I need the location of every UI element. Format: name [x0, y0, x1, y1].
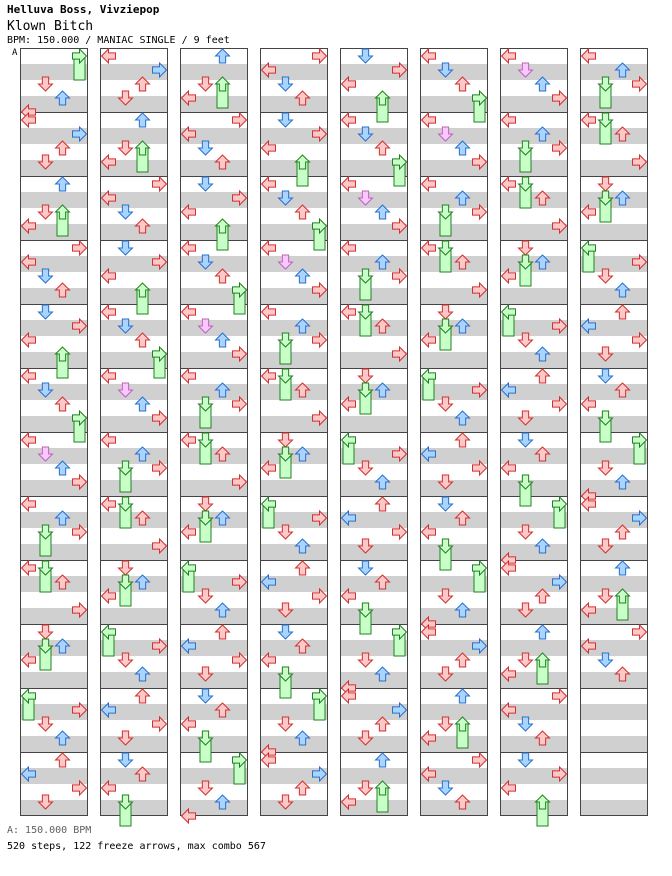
song-title: Klown Bitch: [7, 19, 94, 34]
freeze-arrow: [136, 141, 150, 172]
freeze-arrow: [56, 347, 70, 378]
freeze-arrow: [233, 753, 247, 784]
freeze-arrow: [296, 155, 310, 186]
freeze-arrow: [536, 795, 550, 826]
chart-column: [180, 48, 248, 816]
freeze-arrow: [22, 689, 36, 720]
song-artist: Helluva Boss, Vivziepop: [7, 3, 160, 16]
freeze-arrow: [73, 411, 87, 442]
freeze-arrow: [393, 625, 407, 656]
freeze-arrow: [376, 781, 390, 812]
chart-stats: 520 steps, 122 freeze arrows, max combo 567: [7, 841, 266, 852]
freeze-arrow: [216, 77, 230, 108]
freeze-arrow: [216, 219, 230, 250]
freeze-arrow: [262, 497, 276, 528]
freeze-arrow: [553, 497, 567, 528]
freeze-arrow: [233, 283, 247, 314]
freeze-arrow: [473, 91, 487, 122]
freeze-arrow: [182, 561, 196, 592]
freeze-arrow: [313, 689, 327, 720]
freeze-arrow: [56, 205, 70, 236]
freeze-arrow: [393, 155, 407, 186]
freeze-arrow: [473, 561, 487, 592]
freeze-arrow: [633, 433, 647, 464]
freeze-arrow: [102, 625, 116, 656]
freeze-arrow: [582, 241, 596, 272]
freeze-arrow: [342, 433, 356, 464]
freeze-arrow: [153, 347, 167, 378]
freeze-arrow: [502, 305, 516, 336]
freeze-arrow: [422, 369, 436, 400]
chart-info: BPM: 150.000 / MANIAC SINGLE / 9 feet: [7, 35, 230, 46]
freeze-arrow: [136, 283, 150, 314]
freeze-arrow: [456, 717, 470, 748]
freeze-arrow: [536, 653, 550, 684]
freeze-arrow: [376, 91, 390, 122]
freeze-arrow: [73, 49, 87, 80]
freeze-arrow: [313, 219, 327, 250]
chart-column: [500, 48, 568, 816]
bpm-legend: A: 150.000 BPM: [7, 825, 92, 836]
freeze-arrow: [616, 589, 630, 620]
bpm-marker: A: [12, 48, 18, 58]
